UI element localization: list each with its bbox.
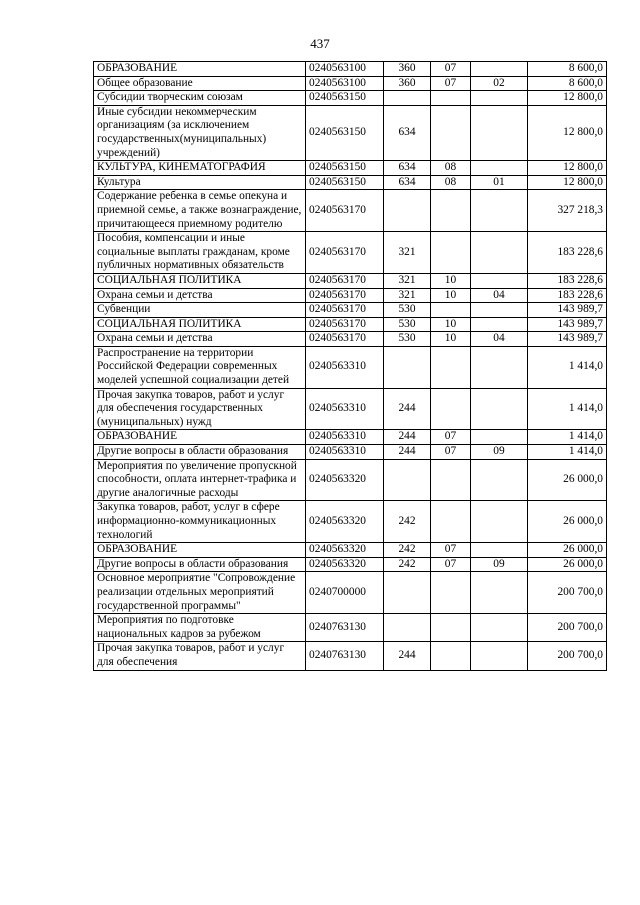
- row-name-cell: Прочая закупка товаров, работ и услуг для обеспечения: [94, 642, 306, 670]
- table-row: [94, 232, 607, 274]
- row-name-cell: Охрана семьи и детства: [94, 288, 306, 303]
- row-subsection-cell: [471, 190, 528, 232]
- row-section-cell: 07: [431, 543, 471, 558]
- table-row: [94, 430, 607, 445]
- row-name-cell: Иные субсидии некоммерческим организациям (за исключением государственных(муниципальных) учреждений): [94, 105, 306, 160]
- row-section-cell: [431, 459, 471, 501]
- budget-table-body: [94, 62, 607, 671]
- row-target-code-cell: 0240563150: [306, 161, 384, 176]
- row-target-code-cell: 0240763130: [306, 642, 384, 670]
- row-target-code-cell: 0240563320: [306, 501, 384, 543]
- row-name-cell: Культура: [94, 175, 306, 190]
- row-amount-cell: 12 800,0: [528, 105, 607, 160]
- row-subsection-cell: [471, 273, 528, 288]
- row-target-code-cell: 0240563100: [306, 62, 384, 77]
- row-name-cell: СОЦИАЛЬНАЯ ПОЛИТИКА: [94, 317, 306, 332]
- row-expense-type-cell: 244: [384, 642, 431, 670]
- row-target-code-cell: 0240563170: [306, 190, 384, 232]
- row-subsection-cell: 02: [471, 76, 528, 91]
- row-subsection-cell: [471, 388, 528, 430]
- row-target-code-cell: 0240563310: [306, 388, 384, 430]
- row-section-cell: [431, 572, 471, 614]
- row-target-code-cell: 0240563150: [306, 175, 384, 190]
- row-expense-type-cell: 244: [384, 388, 431, 430]
- row-amount-cell: 26 000,0: [528, 501, 607, 543]
- row-section-cell: [431, 388, 471, 430]
- row-target-code-cell: 0240563170: [306, 303, 384, 318]
- row-section-cell: 10: [431, 288, 471, 303]
- row-name-cell: Мероприятия по подготовке национальных кадров за рубежом: [94, 614, 306, 642]
- table-row: [94, 445, 607, 460]
- row-subsection-cell: [471, 543, 528, 558]
- row-subsection-cell: [471, 161, 528, 176]
- row-expense-type-cell: 244: [384, 445, 431, 460]
- row-target-code-cell: 0240563320: [306, 557, 384, 572]
- row-section-cell: 07: [431, 557, 471, 572]
- row-name-cell: ОБРАЗОВАНИЕ: [94, 430, 306, 445]
- row-expense-type-cell: [384, 572, 431, 614]
- table-row: [94, 161, 607, 176]
- row-name-cell: СОЦИАЛЬНАЯ ПОЛИТИКА: [94, 273, 306, 288]
- row-amount-cell: 200 700,0: [528, 614, 607, 642]
- row-expense-type-cell: [384, 614, 431, 642]
- row-amount-cell: 26 000,0: [528, 459, 607, 501]
- table-row: [94, 501, 607, 543]
- row-amount-cell: 26 000,0: [528, 543, 607, 558]
- row-target-code-cell: 0240563320: [306, 543, 384, 558]
- row-amount-cell: 12 800,0: [528, 91, 607, 106]
- row-expense-type-cell: 321: [384, 232, 431, 274]
- table-row: [94, 105, 607, 160]
- row-section-cell: [431, 91, 471, 106]
- table-row: [94, 76, 607, 91]
- table-row: [94, 332, 607, 347]
- row-expense-type-cell: 634: [384, 175, 431, 190]
- row-name-cell: Субвенции: [94, 303, 306, 318]
- row-expense-type-cell: 242: [384, 557, 431, 572]
- table-row: [94, 459, 607, 501]
- row-name-cell: Содержание ребенка в семье опекуна и приемной семье, а также вознаграждение, причитающееся приемному родителю: [94, 190, 306, 232]
- row-subsection-cell: [471, 346, 528, 388]
- row-expense-type-cell: 360: [384, 76, 431, 91]
- row-name-cell: Охрана семьи и детства: [94, 332, 306, 347]
- row-target-code-cell: 0240563320: [306, 459, 384, 501]
- row-subsection-cell: [471, 501, 528, 543]
- row-subsection-cell: [471, 105, 528, 160]
- row-section-cell: 10: [431, 317, 471, 332]
- row-section-cell: 07: [431, 445, 471, 460]
- row-expense-type-cell: 321: [384, 273, 431, 288]
- row-amount-cell: 143 989,7: [528, 317, 607, 332]
- table-row: [94, 91, 607, 106]
- row-target-code-cell: 0240563310: [306, 445, 384, 460]
- row-expense-type-cell: 530: [384, 303, 431, 318]
- row-expense-type-cell: [384, 459, 431, 501]
- row-name-cell: Субсидии творческим союзам: [94, 91, 306, 106]
- row-amount-cell: 1 414,0: [528, 346, 607, 388]
- row-target-code-cell: 0240563150: [306, 91, 384, 106]
- row-subsection-cell: [471, 572, 528, 614]
- row-subsection-cell: [471, 62, 528, 77]
- row-subsection-cell: 09: [471, 557, 528, 572]
- row-name-cell: Пособия, компенсации и иные социальные выплаты гражданам, кроме публичных нормативных обязательств: [94, 232, 306, 274]
- row-amount-cell: 1 414,0: [528, 445, 607, 460]
- row-amount-cell: 143 989,7: [528, 332, 607, 347]
- row-section-cell: [431, 346, 471, 388]
- row-target-code-cell: 0240563150: [306, 105, 384, 160]
- row-expense-type-cell: 321: [384, 288, 431, 303]
- row-amount-cell: 26 000,0: [528, 557, 607, 572]
- row-section-cell: [431, 642, 471, 670]
- row-subsection-cell: [471, 430, 528, 445]
- row-section-cell: 10: [431, 332, 471, 347]
- row-name-cell: КУЛЬТУРА, КИНЕМАТОГРАФИЯ: [94, 161, 306, 176]
- row-subsection-cell: [471, 642, 528, 670]
- table-row: [94, 190, 607, 232]
- table-row: [94, 288, 607, 303]
- row-expense-type-cell: 242: [384, 543, 431, 558]
- row-subsection-cell: 04: [471, 332, 528, 347]
- row-target-code-cell: 0240563100: [306, 76, 384, 91]
- row-section-cell: [431, 501, 471, 543]
- row-amount-cell: 8 600,0: [528, 76, 607, 91]
- row-section-cell: [431, 105, 471, 160]
- row-section-cell: 07: [431, 76, 471, 91]
- row-subsection-cell: 04: [471, 288, 528, 303]
- row-subsection-cell: [471, 232, 528, 274]
- table-row: [94, 642, 607, 670]
- row-name-cell: ОБРАЗОВАНИЕ: [94, 543, 306, 558]
- row-target-code-cell: 0240563170: [306, 273, 384, 288]
- budget-table: [93, 61, 607, 671]
- row-amount-cell: 183 228,6: [528, 273, 607, 288]
- row-name-cell: Другие вопросы в области образования: [94, 445, 306, 460]
- row-name-cell: Основное мероприятие "Сопровождение реализации отдельных мероприятий государственной программы": [94, 572, 306, 614]
- row-expense-type-cell: 530: [384, 332, 431, 347]
- row-section-cell: 07: [431, 62, 471, 77]
- row-expense-type-cell: 244: [384, 430, 431, 445]
- row-expense-type-cell: 634: [384, 161, 431, 176]
- row-amount-cell: 143 989,7: [528, 303, 607, 318]
- row-subsection-cell: 09: [471, 445, 528, 460]
- row-target-code-cell: 0240563310: [306, 346, 384, 388]
- page-number: 437: [310, 36, 330, 51]
- row-subsection-cell: 01: [471, 175, 528, 190]
- row-target-code-cell: 0240563170: [306, 332, 384, 347]
- row-section-cell: [431, 303, 471, 318]
- row-expense-type-cell: 634: [384, 105, 431, 160]
- row-target-code-cell: 0240563170: [306, 317, 384, 332]
- row-name-cell: Мероприятия по увеличение пропускной способности, оплата интернет-трафика и другие аналогичные расходы: [94, 459, 306, 501]
- table-row: [94, 175, 607, 190]
- row-subsection-cell: [471, 614, 528, 642]
- table-row: [94, 388, 607, 430]
- table-row: [94, 273, 607, 288]
- row-expense-type-cell: [384, 91, 431, 106]
- row-amount-cell: 12 800,0: [528, 161, 607, 176]
- row-amount-cell: 200 700,0: [528, 642, 607, 670]
- row-amount-cell: 183 228,6: [528, 232, 607, 274]
- table-row: [94, 614, 607, 642]
- row-target-code-cell: 0240563170: [306, 288, 384, 303]
- row-name-cell: Прочая закупка товаров, работ и услуг для обеспечения государственных (муниципальных) нужд: [94, 388, 306, 430]
- row-name-cell: Общее образование: [94, 76, 306, 91]
- row-amount-cell: 200 700,0: [528, 572, 607, 614]
- row-subsection-cell: [471, 459, 528, 501]
- table-row: [94, 572, 607, 614]
- row-target-code-cell: 0240700000: [306, 572, 384, 614]
- row-name-cell: Закупка товаров, работ, услуг в сфере информационно-коммуникационных технологий: [94, 501, 306, 543]
- row-subsection-cell: [471, 317, 528, 332]
- row-amount-cell: 12 800,0: [528, 175, 607, 190]
- row-expense-type-cell: [384, 346, 431, 388]
- row-subsection-cell: [471, 91, 528, 106]
- table-row: [94, 317, 607, 332]
- table-row: [94, 543, 607, 558]
- row-expense-type-cell: 242: [384, 501, 431, 543]
- row-name-cell: Другие вопросы в области образования: [94, 557, 306, 572]
- row-target-code-cell: 0240563310: [306, 430, 384, 445]
- table-row: [94, 557, 607, 572]
- row-section-cell: [431, 190, 471, 232]
- row-section-cell: 08: [431, 161, 471, 176]
- row-section-cell: 10: [431, 273, 471, 288]
- row-target-code-cell: 0240763130: [306, 614, 384, 642]
- table-row: [94, 346, 607, 388]
- table-row: [94, 62, 607, 77]
- row-subsection-cell: [471, 303, 528, 318]
- row-amount-cell: 8 600,0: [528, 62, 607, 77]
- row-amount-cell: 1 414,0: [528, 430, 607, 445]
- row-section-cell: [431, 614, 471, 642]
- row-amount-cell: 1 414,0: [528, 388, 607, 430]
- row-section-cell: 07: [431, 430, 471, 445]
- row-name-cell: Распространение на территории Российской Федерации современных моделей успешной социализации детей: [94, 346, 306, 388]
- row-expense-type-cell: 360: [384, 62, 431, 77]
- row-section-cell: [431, 232, 471, 274]
- table-row: [94, 303, 607, 318]
- row-expense-type-cell: [384, 190, 431, 232]
- row-amount-cell: 327 218,3: [528, 190, 607, 232]
- row-amount-cell: 183 228,6: [528, 288, 607, 303]
- row-section-cell: 08: [431, 175, 471, 190]
- row-name-cell: ОБРАЗОВАНИЕ: [94, 62, 306, 77]
- row-expense-type-cell: 530: [384, 317, 431, 332]
- row-target-code-cell: 0240563170: [306, 232, 384, 274]
